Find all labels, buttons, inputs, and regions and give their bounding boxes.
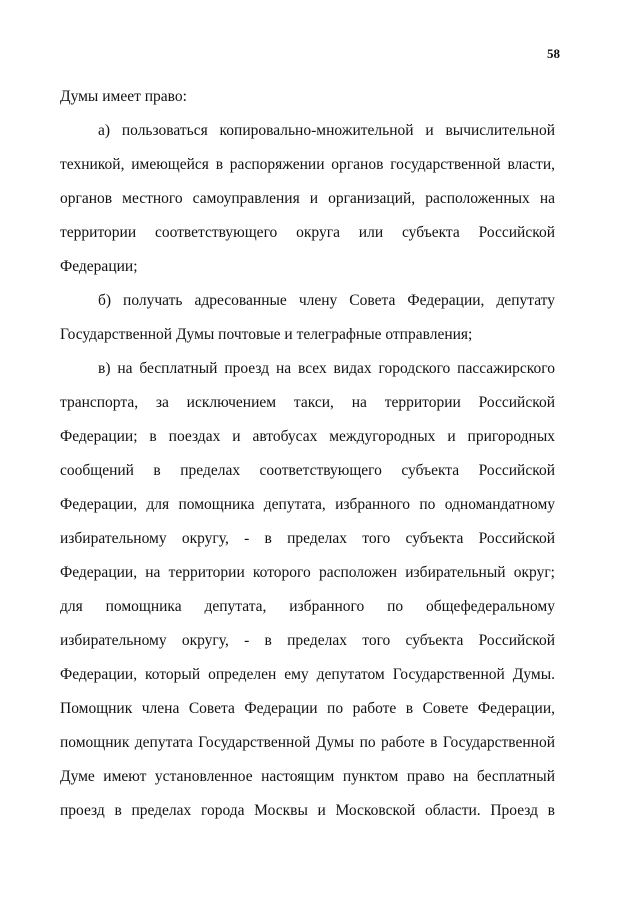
text-line: техникой, имеющейся в распоряжении органов государственной власти, <box>60 156 555 173</box>
text-line: проезд в пределах города Москвы и Московской области. Проезд в <box>60 802 555 819</box>
text-line: территории соответствующего округа или субъекта Российской <box>60 224 555 241</box>
text-line: в) на бесплатный проезд на всех видах городского пассажирского <box>98 360 555 377</box>
text-line: Федерации, для помощника депутата, избранного по одномандатному <box>60 496 555 513</box>
text-line: сообщений в пределах соответствующего субъекта Российской <box>60 462 555 479</box>
text-line: Федерации; <box>60 258 138 275</box>
document-body <box>60 80 555 828</box>
text-line: транспорта, за исключением такси, на территории Российской <box>60 394 555 411</box>
text-line: избирательному округу, - в пределах того субъекта Российской <box>60 632 555 649</box>
text-line: органов местного самоуправления и организаций, расположенных на <box>60 190 555 207</box>
text-line: б) получать адресованные члену Совета Федерации, депутату <box>98 292 555 309</box>
text-line: Федерации; в поездах и автобусах междугородных и пригородных <box>60 428 555 445</box>
text-line: Помощник члена Совета Федерации по работе в Совете Федерации, <box>60 700 555 717</box>
text-line: избирательному округу, - в пределах того субъекта Российской <box>60 530 555 547</box>
text-line: Федерации, на территории которого расположен избирательный округ; <box>60 564 555 581</box>
text-line: для помощника депутата, избранного по общефедеральному <box>60 598 555 615</box>
text-line: Думы имеет право: <box>60 88 187 105</box>
text-line: а) пользоваться копировально-множительной и вычислительной <box>98 122 555 139</box>
text-line: Федерации, который определен ему депутатом Государственной Думы. <box>60 666 555 683</box>
text-line: Думе имеют установленное настоящим пунктом право на бесплатный <box>60 768 555 785</box>
text-line: помощник депутата Государственной Думы по работе в Государственной <box>60 734 555 751</box>
text-line: Государственной Думы почтовые и телеграфные отправления; <box>60 326 473 343</box>
page-number: 58 <box>547 46 560 61</box>
